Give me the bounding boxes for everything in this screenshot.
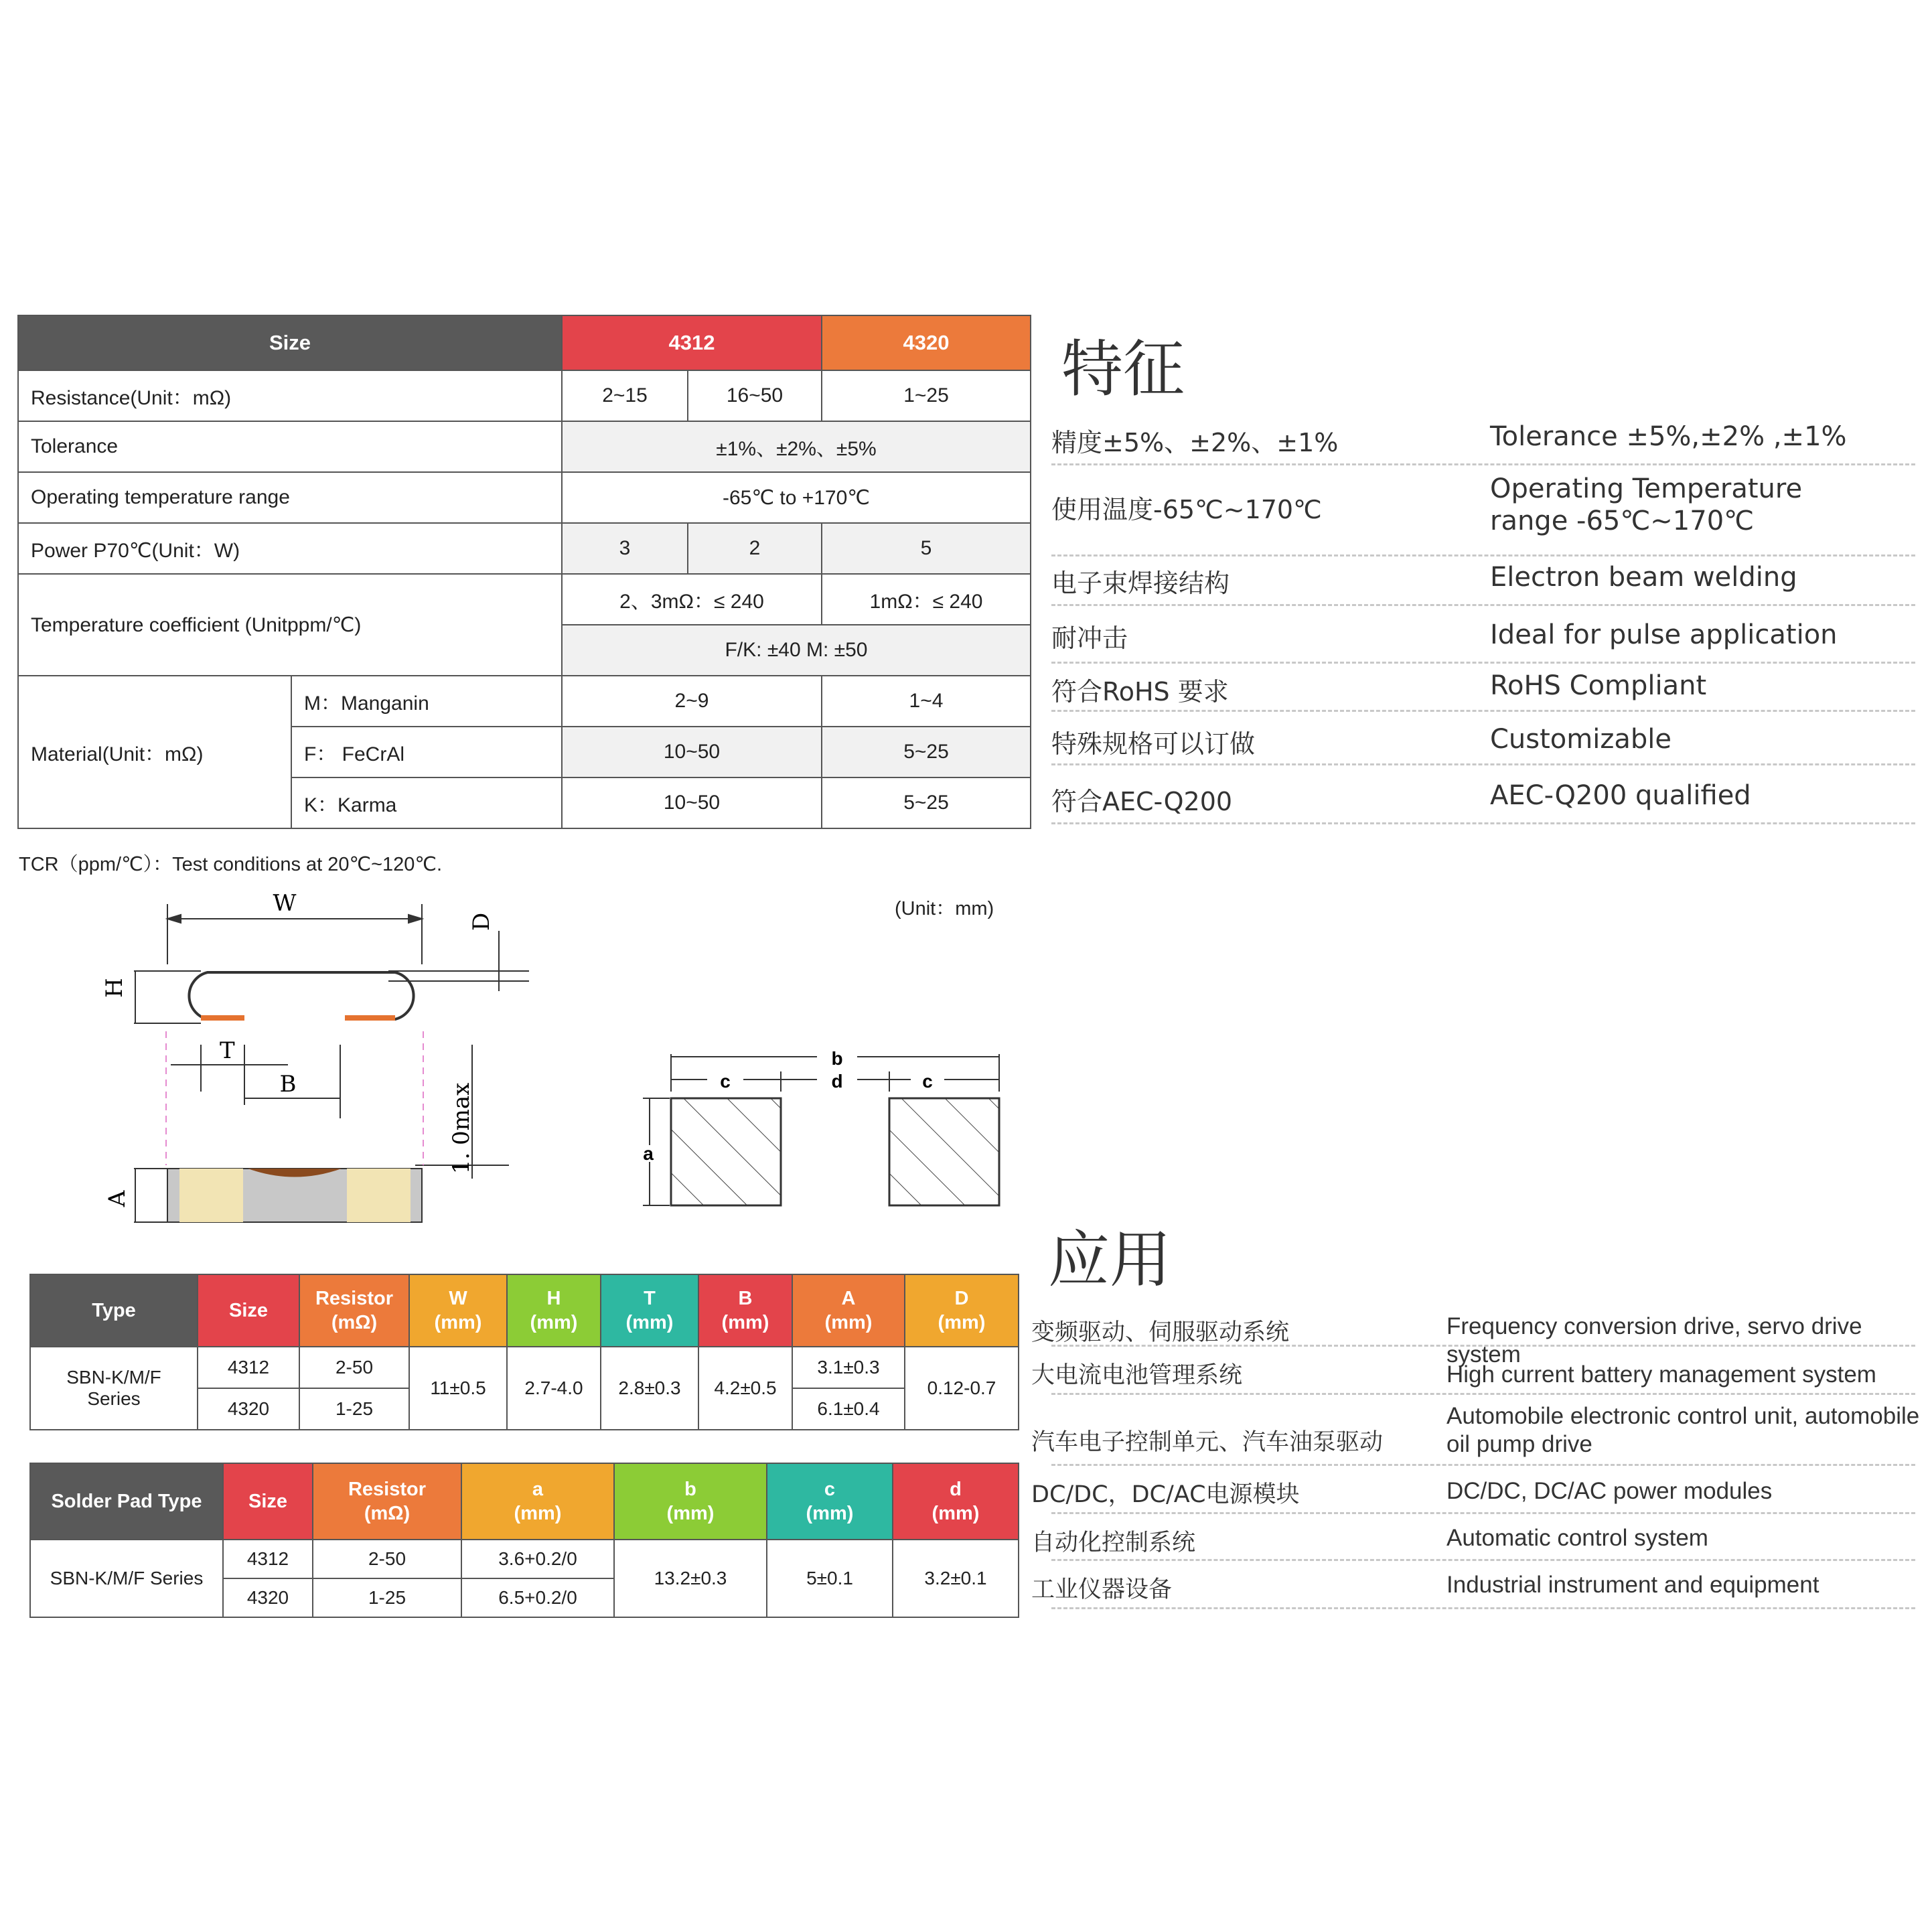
list-item [1031, 1400, 1920, 1466]
solder-pad-table [29, 1463, 1019, 1618]
dim-header: D (mm) [905, 1274, 1019, 1347]
dim-header: Type [30, 1274, 198, 1347]
list-item [1051, 560, 1915, 606]
pad-resistor: 1-25 [313, 1578, 461, 1617]
dim-d: 0.12-0.7 [905, 1347, 1019, 1430]
tcr-label: Temperature coefficient (Unitppm/℃) [18, 574, 562, 676]
dim-header: A (mm) [792, 1274, 905, 1347]
application-en: Automobile electronic control unit, automobile oil pump drive [1446, 1403, 1920, 1457]
tcr-4320: 1mΩ：≤ 240 [822, 574, 1031, 625]
dimension-table [29, 1274, 1019, 1430]
tolerance-row [18, 421, 1031, 472]
applications-title: 应用 [1048, 1224, 1172, 1296]
tcr-4312: 2、3mΩ：≤ 240 [562, 574, 822, 625]
feature-cn: 精度±5%、±2%、±1% [1051, 428, 1339, 457]
dim-t: 2.8±0.3 [601, 1347, 698, 1430]
tcr-row-1 [18, 574, 1031, 625]
size-header: Size [18, 315, 562, 370]
tolerance-label: Tolerance [18, 421, 562, 472]
dim-header: Resistor (mΩ) [299, 1274, 409, 1347]
list-item [1051, 668, 1915, 712]
unit-note: (Unit：mm) [895, 898, 994, 919]
feature-en: RoHS Compliant [1490, 670, 1707, 701]
application-en: Automatic control system [1446, 1525, 1708, 1551]
list-item [1031, 1309, 1915, 1367]
dim-resistor: 1-25 [299, 1388, 409, 1430]
dim-label-t: T [220, 1037, 235, 1064]
pad-type: SBN-K/M/F Series [30, 1540, 223, 1617]
resistance-4312-high: 16~50 [688, 370, 822, 421]
dim-label-b: B [279, 1071, 297, 1098]
pad-label-b: b [831, 1048, 843, 1069]
spec-header-row [18, 315, 1031, 370]
pad-header: Solder Pad Type [30, 1463, 223, 1540]
pad-header: b (mm) [614, 1463, 767, 1540]
dim-label-d: D [468, 912, 495, 931]
dim-b: 4.2±0.5 [698, 1347, 792, 1430]
power-4320: 5 [822, 523, 1031, 574]
power-label: Power P70℃(Unit：W) [18, 523, 562, 574]
list-item [1051, 775, 1915, 824]
tolerance-value: ±1%、±2%、±5% [562, 421, 1031, 472]
material-4320: 5~25 [822, 777, 1031, 828]
pad-header: Resistor (mΩ) [313, 1463, 461, 1540]
material-4312: 10~50 [562, 727, 822, 777]
dim-header: Size [198, 1274, 299, 1347]
pad-resistor: 2-50 [313, 1540, 461, 1578]
dim-label-max: 1. 0max [448, 1082, 475, 1175]
pad-size: 4312 [223, 1540, 313, 1578]
table-row [30, 1540, 1019, 1578]
pad-d: 3.2±0.1 [893, 1540, 1019, 1617]
material-4312: 2~9 [562, 676, 822, 727]
list-item [1051, 469, 1915, 556]
pad-label-c: c [922, 1071, 933, 1092]
application-cn: DC/DC，DC/AC电源模块 [1031, 1481, 1300, 1508]
dim-label-h: H [101, 978, 128, 998]
application-cn: 汽车电子控制单元、汽车油泵驱动 [1031, 1429, 1384, 1456]
size-4312-header: 4312 [562, 315, 822, 370]
material-name: F： FeCrAl [291, 727, 562, 777]
pad-a: 6.5+0.2/0 [461, 1578, 614, 1617]
feature-en: Customizable [1490, 724, 1671, 755]
dim-label-a: A [104, 1190, 131, 1207]
list-item [1031, 1520, 1915, 1561]
application-cn: 大电流电池管理系统 [1031, 1362, 1243, 1389]
dim-header: W (mm) [409, 1274, 507, 1347]
feature-en: Ideal for pulse application [1490, 619, 1838, 650]
material-4320: 1~4 [822, 676, 1031, 727]
dim-type: SBN-K/M/F Series [30, 1347, 198, 1430]
material-row [18, 676, 1031, 727]
resistor-dimension-drawing [94, 891, 549, 1225]
resistance-row [18, 370, 1031, 421]
material-name: K：Karma [291, 777, 562, 828]
pad-label-d: d [831, 1071, 843, 1092]
feature-cn: 使用温度-65℃~170℃ [1051, 495, 1322, 524]
pad-header: Size [223, 1463, 313, 1540]
pad-header-row [30, 1463, 1019, 1540]
feature-en: Electron beam welding [1490, 562, 1797, 593]
feature-en: Operating Temperature range -65℃~170℃ [1490, 473, 1803, 536]
pad-a: 3.6+0.2/0 [461, 1540, 614, 1578]
pad-c: 5±0.1 [767, 1540, 893, 1617]
list-item [1031, 1472, 1915, 1514]
power-4312-high: 2 [688, 523, 822, 574]
pad-header: c (mm) [767, 1463, 893, 1540]
feature-cn: 耐冲击 [1051, 623, 1128, 653]
resistance-4320: 1~25 [822, 370, 1031, 421]
feature-en: AEC-Q200 qualified [1490, 780, 1751, 811]
tcr-note: TCR（ppm/℃）：Test conditions at 20℃~120℃. [19, 854, 443, 875]
feature-cn: 电子束焊接结构 [1051, 569, 1230, 598]
material-4312: 10~50 [562, 777, 822, 828]
power-4312-low: 3 [562, 523, 688, 574]
temp-range-label: Operating temperature range [18, 472, 562, 523]
application-cn: 自动化控制系统 [1031, 1530, 1196, 1556]
dim-header-row [30, 1274, 1019, 1347]
application-en: Frequency conversion drive, servo drive system [1446, 1313, 1862, 1367]
dim-label-w: W [273, 891, 297, 917]
spec-table [17, 315, 1031, 829]
feature-en: Tolerance ±5%,±2% ,±1% [1490, 421, 1847, 452]
tcr-all: F/K: ±40 M: ±50 [562, 625, 1031, 676]
temp-range-value: -65℃ to +170℃ [562, 472, 1031, 523]
features-title: 特征 [1061, 333, 1185, 405]
power-row [18, 523, 1031, 574]
dim-h: 2.7-4.0 [507, 1347, 601, 1430]
table-row [30, 1347, 1019, 1388]
pad-header: a (mm) [461, 1463, 614, 1540]
dim-w: 11±0.5 [409, 1347, 507, 1430]
dim-size: 4312 [198, 1347, 299, 1388]
list-item [1031, 1566, 1915, 1609]
application-en: Industrial instrument and equipment [1446, 1572, 1819, 1598]
pad-label-a: a [643, 1143, 654, 1164]
solder-pad-drawing [629, 1045, 1031, 1219]
material-4320: 5~25 [822, 727, 1031, 777]
dim-header: T (mm) [601, 1274, 698, 1347]
dim-a: 6.1±0.4 [792, 1388, 905, 1430]
dim-header: H (mm) [507, 1274, 601, 1347]
pad-label-c: c [720, 1071, 731, 1092]
resistance-label: Resistance(Unit：mΩ) [18, 370, 562, 421]
dim-size: 4320 [198, 1388, 299, 1430]
pad-size: 4320 [223, 1578, 313, 1617]
temp-range-row [18, 472, 1031, 523]
pad-b: 13.2±0.3 [614, 1540, 767, 1617]
application-en: High current battery management system [1446, 1361, 1876, 1388]
dim-header: B (mm) [698, 1274, 792, 1347]
application-cn: 工业仪器设备 [1031, 1576, 1173, 1603]
list-item [1051, 421, 1915, 465]
pad-header: d (mm) [893, 1463, 1019, 1540]
feature-cn: 特殊规格可以订做 [1051, 729, 1256, 759]
material-name: M：Manganin [291, 676, 562, 727]
feature-cn: 符合AEC-Q200 [1051, 787, 1233, 816]
list-item [1051, 719, 1915, 765]
material-label: Material(Unit：mΩ) [18, 676, 291, 828]
resistance-4312-low: 2~15 [562, 370, 688, 421]
application-en: DC/DC, DC/AC power modules [1446, 1478, 1773, 1504]
dim-a: 3.1±0.3 [792, 1347, 905, 1388]
feature-cn: 符合RoHS 要求 [1051, 677, 1229, 707]
list-item [1031, 1354, 1915, 1395]
list-item [1051, 612, 1915, 664]
application-cn: 变频驱动、伺服驱动系统 [1031, 1319, 1290, 1346]
dim-resistor: 2-50 [299, 1347, 409, 1388]
size-4320-header: 4320 [822, 315, 1031, 370]
